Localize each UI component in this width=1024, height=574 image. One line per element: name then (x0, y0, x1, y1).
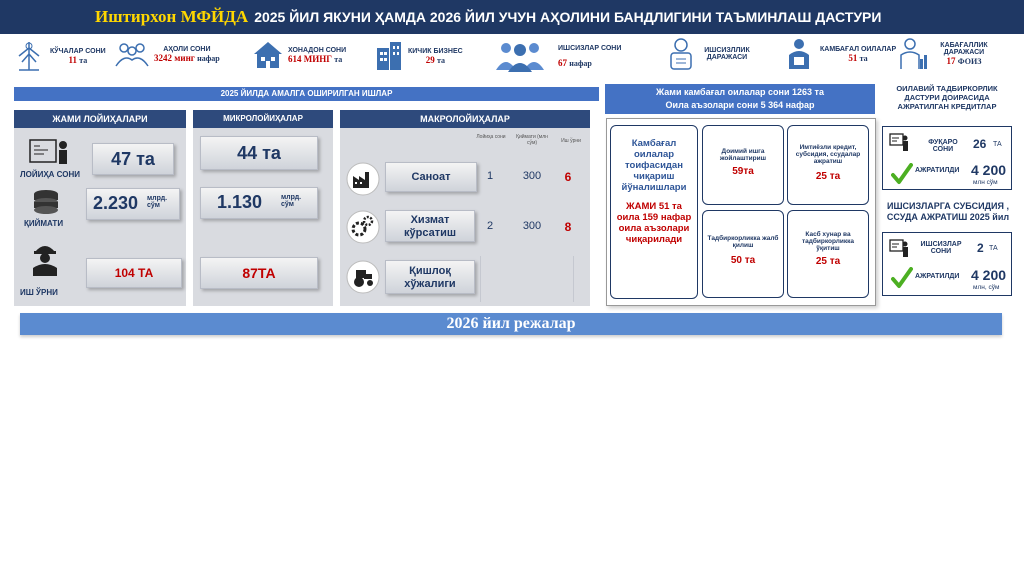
stat-small-business (374, 40, 463, 72)
subsidy-row2-unit: млн, сўм (973, 284, 1000, 291)
house-icon (252, 40, 284, 70)
macro-col-count: Лойиҳа сони (476, 134, 506, 140)
poor-cell-label: Имтиёзли кредит, субсидия, ссудалар ажратиш (795, 144, 861, 165)
subsidy-row2-value: 4 200 (971, 267, 1007, 283)
subsidy-box (882, 232, 1012, 296)
presentation-icon (28, 138, 72, 166)
macro-row-count: 1 (486, 170, 494, 182)
macro-row (340, 206, 590, 250)
subsidy-row1-label: ИШСИЗЛАР СОНИ (920, 241, 962, 255)
macro-row-cost: 300 (522, 170, 542, 182)
stat-households (252, 40, 346, 70)
worker-helmet-icon (30, 240, 60, 276)
stat-value: 51 (848, 52, 858, 63)
credits-row1-label: ФУҚАРО СОНИ (928, 139, 958, 153)
macro-row-cost: 300 (522, 220, 542, 232)
micro-jobs-value: 87ТА (200, 257, 318, 289)
poor-cell (702, 210, 784, 298)
poor-header (605, 84, 875, 114)
tractor-icon (346, 260, 380, 294)
poor-main-title: Камбағал оилалар тоифасидан чиқариш йўналишлари (621, 138, 687, 193)
macro-header: МАКРОЛОЙИҲАЛАР (340, 110, 590, 128)
projects-jobs-value: 104 ТА (86, 258, 182, 288)
credits-row1-unit: ТА (993, 141, 1002, 148)
stats-row (14, 40, 1014, 80)
subsidy-title: ИШСИЗЛАРГА СУБСИДИЯ , ССУДА АЖРАТИШ 2025 йил (886, 201, 1010, 222)
poor-cell-value: 50 та (730, 255, 756, 266)
macro-row-name: Хизмат кўрсатиш (385, 210, 475, 242)
stat-value: 17 (946, 56, 956, 66)
stat-unit: та (334, 54, 343, 64)
credits-row1-value: 26 (973, 137, 987, 151)
stat-label: АҲОЛИ СОНИ (163, 45, 211, 53)
projects-cost-label: ҚИЙМАТИ (24, 219, 64, 228)
macro-row-jobs: 8 (564, 220, 572, 234)
projects-cost-box (86, 188, 180, 220)
macro-row-name: Саноат (385, 162, 477, 192)
title-highlight: Иштирхон МФЙДА (95, 7, 249, 26)
poor-cell-label: Тадбиркорликка жалб қилиш (707, 235, 779, 249)
micro-header: МИКРОЛОЙИҲАЛАР (193, 110, 333, 128)
checkmark-icon (891, 267, 913, 289)
macro-row-name: Қишлоқ хўжалиги (385, 260, 475, 294)
stat-label: ХОНАДОН СОНИ (288, 46, 347, 54)
presentation-icon (889, 239, 909, 259)
poor-header-line1: Жами камбағал оилалар сони 1263 та (656, 87, 824, 97)
micro-cost-box (200, 187, 318, 219)
stat-label: ИШСИЗЛЛИК ДАРАЖАСИ (704, 47, 750, 61)
stat-unit: ФОИЗ (957, 57, 982, 66)
stat-value: 29 (425, 54, 435, 65)
plans-2026-bar: 2026 йил режалар (20, 313, 1002, 335)
subsidy-row1-unit: ТА (989, 245, 998, 252)
poor-cell-value: 25 та (815, 256, 841, 267)
stat-unit: та (436, 55, 445, 65)
stat-poverty-level (898, 37, 996, 71)
stat-label: КЎЧАЛАР СОНИ (50, 47, 106, 55)
poor-cell (787, 210, 869, 298)
stat-label: КАБАҒАЛЛИК ДАРАЖАСИ (940, 42, 988, 56)
credits-row2-unit: млн сўм (973, 179, 998, 186)
micro-cost-value: 1.130 (217, 192, 263, 212)
stat-poor-families (784, 37, 896, 71)
banner-2025: 2025 ЙИЛДА АМАЛГА ОШИРИЛГАН ИШЛАР (14, 87, 599, 101)
projects-header: ЖАМИ ЛОЙИҲАЛАРИ (14, 110, 186, 128)
family-icon (784, 37, 814, 71)
poor-cell-label: Касб хунар ва тадбиркорликка ўқитиш (801, 231, 855, 252)
stat-unit: нафар (569, 58, 592, 68)
projects-jobs-label: ИШ ЎРНИ (20, 288, 58, 297)
factory-icon (346, 162, 380, 196)
people-icon (114, 40, 150, 68)
buildings-icon (374, 40, 404, 72)
stat-unemployed (492, 40, 621, 72)
stat-value: 67 (558, 57, 567, 68)
stat-unit: та (859, 53, 868, 63)
projects-cost-value: 2.230 (93, 193, 139, 213)
poor-cell-value: 59та (732, 166, 754, 177)
person-chart-icon (898, 37, 928, 71)
macro-empty-cells (480, 256, 574, 302)
credits-box (882, 126, 1012, 190)
macro-row-count: 2 (486, 220, 494, 232)
poor-cell-label: Доимий ишга жойлаштириш (719, 148, 767, 162)
poor-cell (787, 125, 869, 205)
stat-label: КИЧИК БИЗНЕС (408, 47, 463, 55)
poor-cell-value: 25 та (815, 171, 841, 182)
stat-unit: нафар (197, 53, 220, 63)
projects-cost-unit: млрд. сўм (147, 195, 168, 209)
stat-label: КАМБАҒАЛ ОИЛАЛАР (820, 45, 897, 53)
stat-value: 11 (68, 54, 77, 65)
stat-label: ИШСИЗЛАР СОНИ (558, 44, 622, 52)
projects-count-value: 47 та (92, 143, 174, 175)
presentation-icon (889, 133, 909, 153)
subsidy-row2-label: АЖРАТИЛДИ (915, 273, 960, 280)
stat-population (114, 40, 220, 68)
stat-streets (14, 40, 106, 72)
streets-icon (14, 40, 44, 72)
title-text: 2025 ЙИЛ ЯКУНИ ҲАМДА 2026 ЙИЛ УЧУН АҲОЛИНИ БАНДЛИГИНИ ТАЪМИНЛАШ ДАСТУРИ (254, 9, 882, 25)
gears-icon (346, 210, 380, 244)
credits-row2-label: АЖРАТИЛДИ (915, 167, 960, 174)
poor-cell (702, 125, 784, 205)
credits-row2-value: 4 200 (971, 162, 1007, 178)
macro-row (340, 158, 590, 200)
credits-title: ОИЛАВИЙ ТАДБИРКОРЛИК ДАСТУРИ ДОИРАСИДА АЖРАТИЛГАН КРЕДИТЛАР (896, 84, 998, 111)
macro-row-jobs: 6 (564, 170, 572, 184)
stat-unit: та (79, 55, 88, 65)
stat-value: 614 МИНГ (288, 53, 332, 64)
macro-row (340, 256, 590, 302)
micro-cost-unit: млрд. сўм (281, 194, 302, 208)
poor-main-total: ЖАМИ 51 та оила 159 нафар оила аъзолари чиқарилади (616, 201, 692, 245)
stat-unemployment-level (666, 37, 752, 71)
worker-icon (666, 37, 696, 71)
macro-col-cost: Қиймати (млн сўм) (516, 134, 548, 146)
poor-main-box (610, 125, 698, 299)
group-icon (492, 40, 548, 72)
checkmark-icon (891, 163, 913, 185)
title-bar (0, 0, 1024, 34)
subsidy-row1-value: 2 (977, 241, 984, 255)
stat-value: 3242 минг (154, 52, 195, 63)
projects-count-label: ЛОЙИҲА СОНИ (20, 170, 80, 179)
poor-header-line2: Оила аъзолари сони 5 364 нафар (665, 100, 815, 110)
coins-icon (30, 188, 62, 218)
macro-col-jobs: Иш ўрни (561, 138, 581, 144)
micro-count-value: 44 та (200, 136, 318, 170)
